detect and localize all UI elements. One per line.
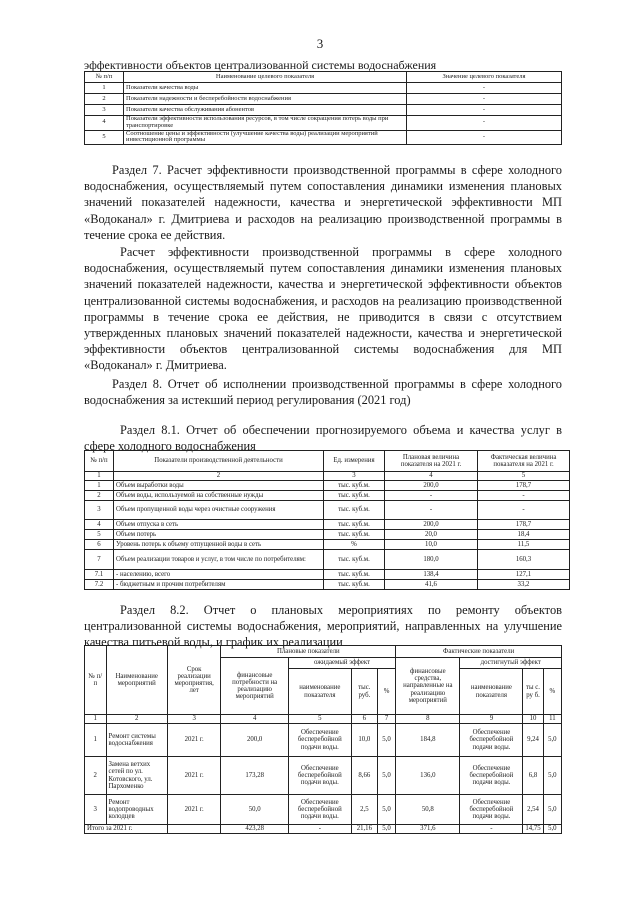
cell-num: 4 xyxy=(85,520,114,530)
index-cell: 1 xyxy=(85,472,114,481)
table-row xyxy=(85,130,562,145)
cell-name: - бюджетным и прочим потребителям xyxy=(114,580,324,590)
header-fact: Фактические показатели xyxy=(396,646,562,658)
cell-term: 2021 г. xyxy=(167,795,221,825)
header-measures: Наименование мероприятий xyxy=(106,646,167,715)
page-number: 3 xyxy=(316,36,324,51)
cell-name: Уровень потерь к объему отпущенной воды в сеть xyxy=(114,540,324,550)
cell-plan-tys: 2,5 xyxy=(351,795,377,825)
cell-plan-fin: 200,0 xyxy=(221,724,288,757)
cell-plan: 41,6 xyxy=(385,580,478,590)
cell-fact-pct: 5,0 xyxy=(543,795,561,825)
table-row xyxy=(85,570,570,580)
cell-plan-eff: Обеспечение бесперебойной подачи воды. xyxy=(288,795,351,825)
header-name: Наименование целевого показателя xyxy=(124,72,407,83)
cell-value: - xyxy=(407,130,562,145)
index-cell: 6 xyxy=(351,715,377,724)
header-indicator: Показатели производственной деятельности xyxy=(114,451,324,472)
cell-num: 1 xyxy=(85,724,107,757)
cell-fact: 178,7 xyxy=(478,481,570,491)
cell-unit: тыс. куб.м. xyxy=(324,550,385,570)
index-cell: 3 xyxy=(167,715,221,724)
cell-name: Ремонт водопроводных колодцев xyxy=(106,795,167,825)
header-fact-fin: финансовые средства, направленные на реализацию мероприятий xyxy=(396,658,460,715)
cell-name: - населению, всего xyxy=(114,570,324,580)
cell-value: - xyxy=(407,83,562,94)
header-fact-tys: ты с. ру б. xyxy=(523,669,543,715)
cell-num: 5 xyxy=(85,530,114,540)
table-row xyxy=(85,501,570,520)
cell-plan-pct: 5,0 xyxy=(377,757,395,795)
cell-unit: тыс. куб.м. xyxy=(324,491,385,501)
table-row xyxy=(85,795,562,825)
section-8-1-title: Раздел 8.1. Отчет об обеспечении прогнозируемого объема и качества услуг в сфере холодного водоснабжения xyxy=(84,423,562,454)
cell-fact: 33,2 xyxy=(478,580,570,590)
table-row xyxy=(85,105,562,116)
cell-name: Ремонт системы водоснабжения xyxy=(106,724,167,757)
cell-total-fact-pct: 5,0 xyxy=(543,825,561,834)
cell-fact-tys: 2,54 xyxy=(523,795,543,825)
cell-value: - xyxy=(407,105,562,116)
cell-num: 7.2 xyxy=(85,580,114,590)
cell-fact: - xyxy=(478,501,570,520)
index-cell: 5 xyxy=(478,472,570,481)
cell-plan: - xyxy=(385,501,478,520)
header-fact-effect: достигнутый эффект xyxy=(460,658,562,669)
cell-fact: 18,4 xyxy=(478,530,570,540)
cell-fact-eff: Обеспечение бесперебойной подачи воды. xyxy=(460,724,523,757)
cell-plan-pct: 5,0 xyxy=(377,795,395,825)
cell-plan-eff: Обеспечение бесперебойной подачи воды. xyxy=(288,757,351,795)
cell-fact: 11,5 xyxy=(478,540,570,550)
cell-name: Показатели качества воды xyxy=(124,83,407,94)
volume-quality-table xyxy=(84,450,570,590)
cell-fact-pct: 5,0 xyxy=(543,724,561,757)
section-8-title: Раздел 8. Отчет об исполнении производственной программы в сфере холодного водоснабжения за истекший период регулирования (2021 год) xyxy=(84,377,562,408)
table-row xyxy=(85,540,570,550)
cell-plan-eff: Обеспечение бесперебойной подачи воды. xyxy=(288,724,351,757)
cell-fact-fin: 136,0 xyxy=(396,757,460,795)
heading-tail: эффективности объектов централизованной системы водоснабжения xyxy=(84,58,437,72)
cell-name: Объем реализации товаров и услуг, в том числе по потребителям: xyxy=(114,550,324,570)
cell-name: Показатели надежности и бесперебойности водоснабжения xyxy=(124,94,407,105)
table-row xyxy=(85,94,562,105)
cell-plan-tys: 8,66 xyxy=(351,757,377,795)
header-unit: Ед. измерения xyxy=(324,451,385,472)
cell-unit: тыс. куб.м. xyxy=(324,570,385,580)
cell-name: Показатели эффективности использования ресурсов, в том числе сокращения потерь воды при транспортировке xyxy=(124,116,407,131)
cell-num: 2 xyxy=(85,94,124,105)
cell-term: 2021 г. xyxy=(167,757,221,795)
cell-unit: % xyxy=(324,540,385,550)
index-cell: 2 xyxy=(114,472,324,481)
cell-fact: 127,1 xyxy=(478,570,570,580)
cell-plan: 10,0 xyxy=(385,540,478,550)
table-row xyxy=(85,481,570,491)
index-cell: 1 xyxy=(85,715,107,724)
cell-name: Соотношение цены и эффективности (улучшение качества воды) реализации мероприятий инвестиционной программы xyxy=(124,130,407,145)
cell-num: 6 xyxy=(85,540,114,550)
cell-num: 2 xyxy=(85,757,107,795)
cell-total-plan-tys: 21,16 xyxy=(351,825,377,834)
section-7-title: Раздел 7. Расчет эффективности производственной программы в сфере холодного водоснабжения, осуществляемый путем сопоставления динамики изменения плановых значений показателей надежности, качества и энергетической эффективности МП «Водоканал» г. Дмитриева и расходов на реализацию производственной программы в течение срока ее действия. xyxy=(84,163,562,242)
cell-fact-eff: Обеспечение бесперебойной подачи воды. xyxy=(460,757,523,795)
table-row xyxy=(85,116,562,131)
cell-plan: 138,4 xyxy=(385,570,478,580)
table-row xyxy=(85,757,562,795)
index-cell: 10 xyxy=(523,715,543,724)
cell-fact-pct: 5,0 xyxy=(543,757,561,795)
cell-name: Объем выработки воды xyxy=(114,481,324,491)
index-cell: 4 xyxy=(385,472,478,481)
cell-num: 5 xyxy=(85,130,124,145)
cell-term: 2021 г. xyxy=(167,724,221,757)
cell-unit: тыс. куб.м. xyxy=(324,580,385,590)
index-cell: 8 xyxy=(396,715,460,724)
cell-fact: 178,7 xyxy=(478,520,570,530)
cell-name: Показатели качества обслуживания абонентов xyxy=(124,105,407,116)
cell-plan: 200,0 xyxy=(385,520,478,530)
header-plan-tys: тыс. руб. xyxy=(351,669,377,715)
index-cell: 9 xyxy=(460,715,523,724)
cell-fact-fin: 184,8 xyxy=(396,724,460,757)
cell-total-fact-fin: 371,6 xyxy=(396,825,460,834)
header-value: Значение целевого показателя xyxy=(407,72,562,83)
table-row xyxy=(85,83,562,94)
header-fact-pct: % xyxy=(543,669,561,715)
cell-fact-fin: 50,8 xyxy=(396,795,460,825)
cell-total-plan-fin: 423,28 xyxy=(221,825,288,834)
cell-name: Объем пропущенной воды через очистные сооружения xyxy=(114,501,324,520)
cell-name: Замена ветхих сетей по ул. Котовского, ул. Пархоменко xyxy=(106,757,167,795)
table-row xyxy=(85,580,570,590)
target-indicators-table xyxy=(84,71,562,145)
cell-name: Объем потерь xyxy=(114,530,324,540)
table-header-row xyxy=(85,451,570,472)
cell-total-fact-eff: - xyxy=(460,825,523,834)
cell-fact: 160,3 xyxy=(478,550,570,570)
cell-total-label: Итого за 2021 г. xyxy=(85,825,168,834)
table-row xyxy=(85,530,570,540)
header-fact: Фактическая величина показателя на 2021 г. xyxy=(478,451,570,472)
cell-value: - xyxy=(407,94,562,105)
index-cell: 3 xyxy=(324,472,385,481)
cell-plan-pct: 5,0 xyxy=(377,724,395,757)
table-row xyxy=(85,491,570,501)
cell-num: 7.1 xyxy=(85,570,114,580)
cell-num: 1 xyxy=(85,481,114,491)
cell-plan: 20,0 xyxy=(385,530,478,540)
cell-fact-eff: Обеспечение бесперебойной подачи воды. xyxy=(460,795,523,825)
table-row xyxy=(85,550,570,570)
cell-total-term xyxy=(167,825,221,834)
cell-fact-tys: 9,24 xyxy=(523,724,543,757)
header-plan-effect: ожидаемый эффект xyxy=(288,658,395,669)
total-row xyxy=(85,825,562,834)
cell-unit: тыс. куб.м. xyxy=(324,481,385,491)
header-plan: Плановая величина показателя на 2021 г. xyxy=(385,451,478,472)
cell-unit: тыс. куб.м. xyxy=(324,530,385,540)
cell-plan-fin: 173,28 xyxy=(221,757,288,795)
cell-plan: - xyxy=(385,491,478,501)
cell-total-fact-tys: 14,75 xyxy=(523,825,543,834)
cell-name: Объем отпуска в сеть xyxy=(114,520,324,530)
cell-num: 3 xyxy=(85,105,124,116)
index-cell: 4 xyxy=(221,715,288,724)
index-cell: 11 xyxy=(543,715,561,724)
header-num: № п/ п xyxy=(85,646,107,715)
cell-plan: 200,0 xyxy=(385,481,478,491)
index-cell: 2 xyxy=(106,715,167,724)
header-term: Срок реализации мероприятия, лет xyxy=(167,646,221,715)
cell-total-plan-eff: - xyxy=(288,825,351,834)
table-header-row xyxy=(85,646,562,658)
cell-plan: 180,0 xyxy=(385,550,478,570)
table-row xyxy=(85,520,570,530)
index-cell: 7 xyxy=(377,715,395,724)
table-row xyxy=(85,724,562,757)
section-7-text: Расчет эффективности производственной программы в сфере холодного водоснабжения, осуществляемый путем сопоставления динамики изменения плановых значений показателей надежности, качества и энергетической эффективности объектов централизованной системы водоснабжения, и расходов на реализацию производственной программы в течение срока ее действия, не приводится в связи с отсутствием утвержденных плановых значений показателей надежности, качества и энергетической эффективности объектов централизованной системы водоснабжения для МП «Водоканал» г. Дмитриева. xyxy=(84,245,562,373)
cell-fact-tys: 6,8 xyxy=(523,757,543,795)
table-header-row xyxy=(85,72,562,83)
header-plan-fin: финансовые потребности на реализацию мероприятий xyxy=(221,658,288,715)
cell-num: 3 xyxy=(85,501,114,520)
header-num: № п/п xyxy=(85,451,114,472)
cell-plan-tys: 10,0 xyxy=(351,724,377,757)
repair-measures-table xyxy=(84,645,562,834)
index-row xyxy=(85,715,562,724)
section-8-2-title: Раздел 8.2. Отчет о плановых мероприятиях по ремонту объектов централизованной системы водоснабжения, мероприятий, направленных на улучшение качества питьевой воды, и график их реализации xyxy=(84,603,562,650)
header-plan-pct: % xyxy=(377,669,395,715)
cell-num: 7 xyxy=(85,550,114,570)
cell-fact: - xyxy=(478,491,570,501)
cell-unit: тыс. куб.м. xyxy=(324,520,385,530)
header-fact-eff-name: наименование показателя xyxy=(460,669,523,715)
cell-name: Объем воды, используемой на собственные нужды xyxy=(114,491,324,501)
cell-num: 3 xyxy=(85,795,107,825)
cell-num: 4 xyxy=(85,116,124,131)
cell-total-plan-pct: 5,0 xyxy=(377,825,395,834)
cell-plan-fin: 50,0 xyxy=(221,795,288,825)
cell-unit: тыс. куб.м. xyxy=(324,501,385,520)
header-plan-eff-name: наименование показателя xyxy=(288,669,351,715)
index-cell: 5 xyxy=(288,715,351,724)
header-num: № п/п xyxy=(85,72,124,83)
cell-num: 1 xyxy=(85,83,124,94)
index-row xyxy=(85,472,570,481)
cell-num: 2 xyxy=(85,491,114,501)
header-plan: Плановые показатели xyxy=(221,646,396,658)
cell-value: - xyxy=(407,116,562,131)
